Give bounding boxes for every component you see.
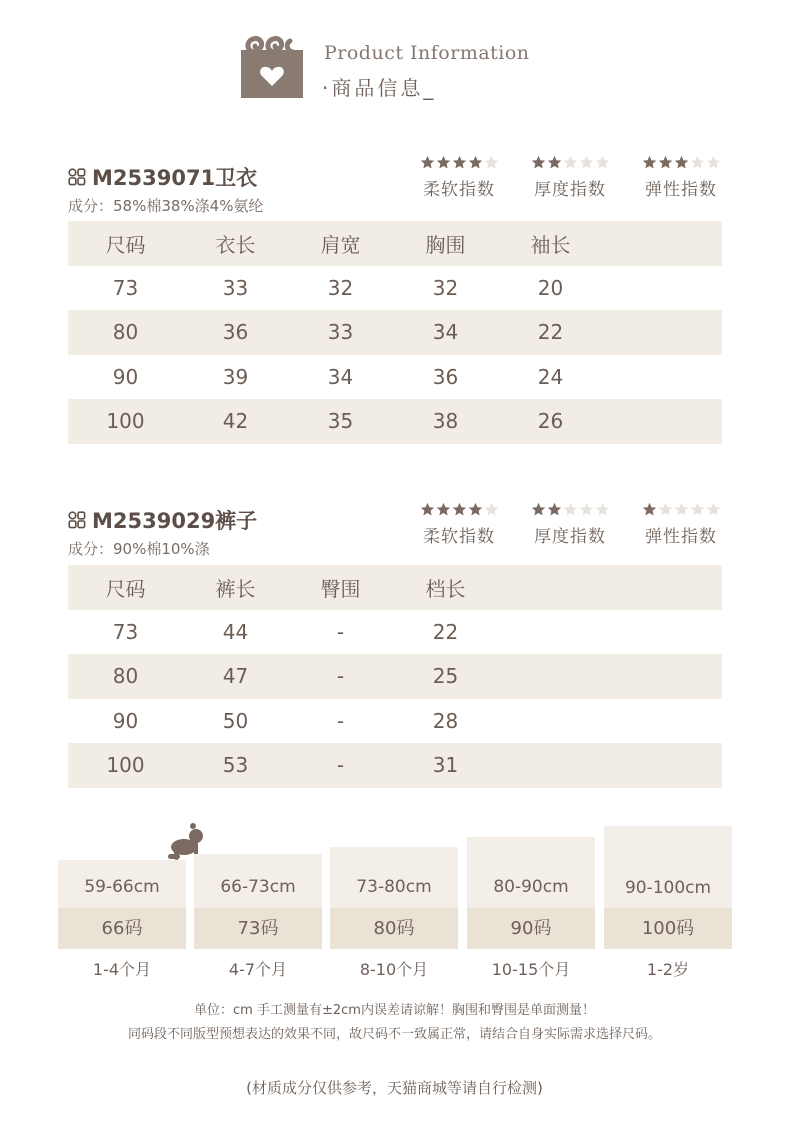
header-title-en: Product Information: [324, 42, 530, 64]
table-header-row: [68, 221, 722, 266]
grid-icon: [68, 511, 86, 529]
table-cell: -: [336, 619, 345, 644]
rating-label: 弹性指数: [645, 527, 717, 547]
size-step: [330, 847, 458, 1010]
product-title-text: M2539071卫衣: [92, 166, 258, 190]
column-header: 衣长: [215, 232, 256, 257]
table-cell: 20: [537, 275, 564, 300]
size-step: [604, 826, 732, 1010]
table-cell: 32: [432, 275, 459, 300]
star-filled-icon: [436, 502, 451, 517]
rating-elasticity: [636, 155, 726, 200]
star-filled-icon: [420, 155, 435, 170]
column-header: 尺码: [105, 576, 146, 601]
size-code: 66码: [58, 908, 186, 949]
height-range: 80-90cm: [493, 877, 569, 897]
column-header: 臀围: [320, 576, 361, 601]
star-filled-icon: [674, 155, 689, 170]
size-step: [58, 860, 186, 1010]
table-cell: 24: [537, 364, 564, 389]
table-row: [68, 743, 722, 788]
size-code: 80码: [330, 908, 458, 949]
rating-elasticity: [636, 502, 726, 547]
star-filled-icon: [420, 502, 435, 517]
table-row: [68, 310, 722, 355]
table-cell: 22: [537, 320, 564, 345]
star-filled-icon: [642, 502, 657, 517]
rating-thickness: [525, 502, 615, 547]
star-empty-icon: [484, 155, 499, 170]
column-header: 裤长: [215, 576, 256, 601]
star-empty-icon: [658, 502, 673, 517]
star-rating: [414, 155, 504, 171]
star-filled-icon: [531, 502, 546, 517]
table-cell: 100: [106, 409, 145, 434]
table-cell: 22: [432, 619, 459, 644]
table-cell: 36: [222, 320, 249, 345]
bag-heart-icon: [241, 36, 303, 98]
column-header: 肩宽: [320, 232, 361, 257]
table-cell: 26: [537, 409, 564, 434]
star-empty-icon: [579, 155, 594, 170]
height-range: 90-100cm: [624, 878, 712, 898]
table-cell: 34: [327, 364, 354, 389]
table-cell: 36: [432, 364, 459, 389]
product-composition: 成分：90%棉10%涤: [68, 540, 210, 558]
table-cell: 28: [432, 708, 459, 733]
table-cell: 38: [432, 409, 459, 434]
star-empty-icon: [706, 502, 721, 517]
table-cell: 35: [327, 409, 354, 434]
table-cell: 90: [112, 708, 139, 733]
table-cell: 100: [106, 753, 145, 778]
column-header: 胸围: [425, 232, 466, 257]
age-range: 10-15个月: [491, 960, 571, 979]
table-row: [68, 610, 722, 655]
product-title: [68, 162, 257, 192]
table-cell: 39: [222, 364, 249, 389]
table-row: [68, 399, 722, 444]
table-cell: 31: [432, 753, 459, 778]
star-filled-icon: [658, 155, 673, 170]
star-empty-icon: [706, 155, 721, 170]
star-filled-icon: [531, 155, 546, 170]
table-cell: -: [336, 753, 345, 778]
header-title-cn: ·商品信息_: [322, 76, 437, 100]
size-step: [467, 837, 595, 1010]
table-cell: 73: [112, 275, 139, 300]
table-cell: 50: [222, 708, 249, 733]
size-guide: [58, 820, 732, 1000]
rating-label: 弹性指数: [645, 180, 717, 200]
star-empty-icon: [563, 155, 578, 170]
table-cell: 25: [432, 664, 459, 689]
star-filled-icon: [452, 502, 467, 517]
fit-note: 同码段不同版型预想表达的效果不同，故尺码不一致属正常，请结合自身实际需求选择尺码。: [127, 1027, 661, 1042]
star-filled-icon: [436, 155, 451, 170]
product-title-text: M2539029裤子: [92, 509, 258, 533]
product-title: [68, 505, 257, 535]
star-empty-icon: [595, 155, 610, 170]
table-cell: 53: [222, 753, 249, 778]
rating-label: 柔软指数: [423, 180, 495, 200]
age-range: 1-4个月: [92, 960, 152, 979]
column-header: 袖长: [530, 232, 571, 257]
table-cell: 47: [222, 664, 249, 689]
table-cell: 73: [112, 619, 139, 644]
table-row: [68, 654, 722, 699]
size-code: 73码: [194, 908, 322, 949]
table-cell: 80: [112, 664, 139, 689]
height-range: 66-73cm: [220, 877, 296, 897]
table-cell: -: [336, 708, 345, 733]
table-cell: -: [336, 664, 345, 689]
table-cell: 80: [112, 320, 139, 345]
star-filled-icon: [547, 155, 562, 170]
rating-label: 厚度指数: [534, 180, 606, 200]
rating-label: 厚度指数: [534, 527, 606, 547]
star-empty-icon: [484, 502, 499, 517]
rating-softness: [414, 155, 504, 200]
table-header-row: [68, 565, 722, 610]
star-empty-icon: [690, 155, 705, 170]
rating-thickness: [525, 155, 615, 200]
age-range: 1-2岁: [646, 960, 690, 979]
star-rating: [525, 155, 615, 171]
star-empty-icon: [563, 502, 578, 517]
star-filled-icon: [642, 155, 657, 170]
table-cell: 44: [222, 619, 249, 644]
star-empty-icon: [674, 502, 689, 517]
age-range: 4-7个月: [228, 960, 288, 979]
star-rating: [525, 502, 615, 518]
measurement-note: 单位：cm 手工测量有±2cm内误差请谅解！胸围和臀围是单面测量！: [194, 1003, 595, 1018]
material-disclaimer: (材质成分仅供参考，天猫商城等请自行检测): [246, 1079, 543, 1097]
table-cell: 32: [327, 275, 354, 300]
size-step: [194, 854, 322, 1010]
star-filled-icon: [468, 502, 483, 517]
table-row: [68, 266, 722, 311]
table-row: [68, 699, 722, 744]
height-range: 73-80cm: [356, 877, 432, 897]
table-cell: 42: [222, 409, 249, 434]
product-composition: 成分：58%棉38%涤4%氨纶: [68, 197, 264, 215]
table-cell: 90: [112, 364, 139, 389]
star-empty-icon: [690, 502, 705, 517]
column-header: 尺码: [105, 232, 146, 257]
star-rating: [636, 502, 726, 518]
table-row: [68, 355, 722, 400]
star-filled-icon: [452, 155, 467, 170]
size-code: 100码: [604, 908, 732, 949]
size-table: [68, 565, 722, 788]
rating-softness: [414, 502, 504, 547]
star-empty-icon: [595, 502, 610, 517]
star-filled-icon: [547, 502, 562, 517]
star-rating: [636, 155, 726, 171]
star-filled-icon: [468, 155, 483, 170]
age-range: 8-10个月: [359, 960, 429, 979]
table-cell: 34: [432, 320, 459, 345]
column-header: 档长: [425, 576, 466, 601]
table-cell: 33: [222, 275, 249, 300]
grid-icon: [68, 168, 86, 186]
size-table: [68, 221, 722, 444]
star-rating: [414, 502, 504, 518]
size-code: 90码: [467, 908, 595, 949]
table-cell: 33: [327, 320, 354, 345]
height-range: 59-66cm: [84, 877, 160, 897]
rating-label: 柔软指数: [423, 527, 495, 547]
star-empty-icon: [579, 502, 594, 517]
